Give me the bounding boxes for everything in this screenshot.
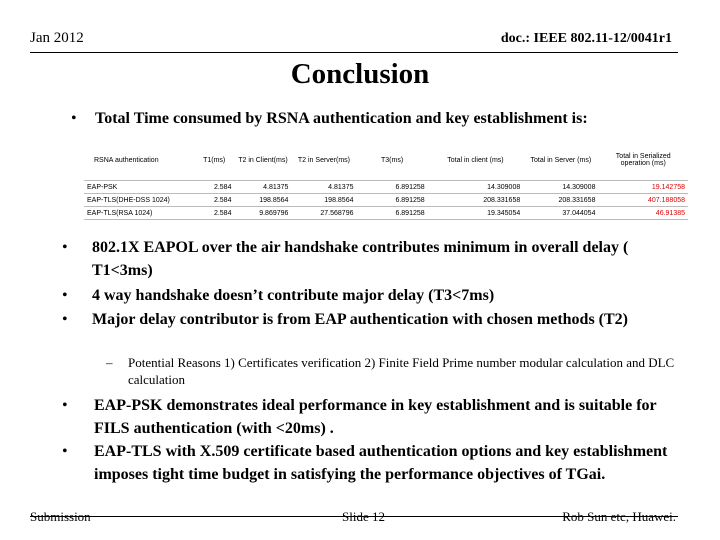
table-header-row [84, 140, 688, 181]
col-header: T2 in Server(ms) [297, 156, 351, 164]
col-header: RSNA authentication [94, 156, 159, 164]
col-header: T3(ms) [380, 156, 404, 164]
table-cell-highlight: 407.188058 [598, 194, 688, 207]
bullet-dot: • [62, 397, 68, 414]
intro-text: Total Time consumed by RSNA authentication and key establishment is: [95, 110, 588, 127]
col-header: Total in client (ms) [447, 156, 504, 164]
table-cell: 14.309008 [523, 181, 598, 194]
col-header: Total in Server (ms) [530, 156, 592, 164]
table-cell: 14.309008 [428, 181, 524, 194]
col-header: T2 in Client(ms) [238, 156, 288, 164]
table-cell: EAP-TLS(DHE-DSS 1024) [84, 194, 194, 207]
bullet-text: 802.1X EAPOL over the air handshake contributes minimum in overall delay ( T1<3ms) [92, 239, 629, 279]
bullet-text: EAP-PSK demonstrates ideal performance in key establishment and is suitable for FILS authentication (with <20ms) . [94, 397, 657, 437]
dash-marker: – [106, 355, 113, 370]
footer-submission: Submission [30, 509, 91, 524]
table-row [84, 194, 688, 207]
table-cell: 208.331658 [523, 194, 598, 207]
table-row [84, 181, 688, 194]
table-cell: 198.8564 [234, 194, 291, 207]
table-cell: 6.891258 [356, 181, 427, 194]
footer-slide-number: Slide 12 [342, 509, 385, 524]
table-cell: 198.8564 [291, 194, 356, 207]
table-cell: 208.331658 [428, 194, 524, 207]
col-header: T1(ms) [203, 156, 226, 164]
header-doc-id: doc.: IEEE 802.11-12/0041r1 [500, 31, 672, 46]
table-cell-highlight: 46.91385 [598, 207, 688, 220]
bullet-dot: • [62, 287, 68, 304]
table-cell: 37.044054 [523, 207, 598, 220]
table-cell: 4.81375 [234, 181, 291, 194]
bullet-dot: • [62, 311, 68, 328]
slide-title: Conclusion [290, 58, 430, 90]
bullet-text: Major delay contributor is from EAP authentication with chosen methods (T2) [92, 311, 628, 328]
table-cell: 6.891258 [356, 207, 427, 220]
header-date: Jan 2012 [30, 30, 84, 46]
table-cell: 27.568796 [291, 207, 356, 220]
table-cell: 2.584 [194, 181, 235, 194]
header-divider [30, 52, 678, 53]
table-cell: 19.345054 [428, 207, 524, 220]
rsna-time-table [84, 140, 688, 220]
bullet-dot: • [62, 443, 68, 460]
table-cell: 4.81375 [291, 181, 356, 194]
bullet-text: 4 way handshake doesn’t contribute major delay (T3<7ms) [92, 287, 495, 304]
table-cell: 9.869796 [234, 207, 291, 220]
bullet-dot: • [71, 110, 77, 127]
table-row [84, 207, 688, 220]
bullet-text: EAP-TLS with X.509 certificate based authentication options and key establishment imposes tight time budget in satisfying the performance objectives of TGai. [94, 443, 668, 483]
table-cell: EAP-PSK [84, 181, 194, 194]
table-cell: 2.584 [194, 207, 235, 220]
col-header: Total in Serialized operation (ms) [615, 153, 671, 167]
bullet-dot: • [62, 239, 68, 256]
table-cell: EAP-TLS(RSA 1024) [84, 207, 194, 220]
table-cell: 6.891258 [356, 194, 427, 207]
table-cell: 2.584 [194, 194, 235, 207]
footer-author: Rob Sun etc, Huawei. [562, 509, 676, 524]
sub-bullet-text: Potential Reasons 1) Certificates verification 2) Finite Field Prime number modular calculation and DLC calculation [128, 355, 675, 387]
table-cell-highlight: 19.142758 [598, 181, 688, 194]
